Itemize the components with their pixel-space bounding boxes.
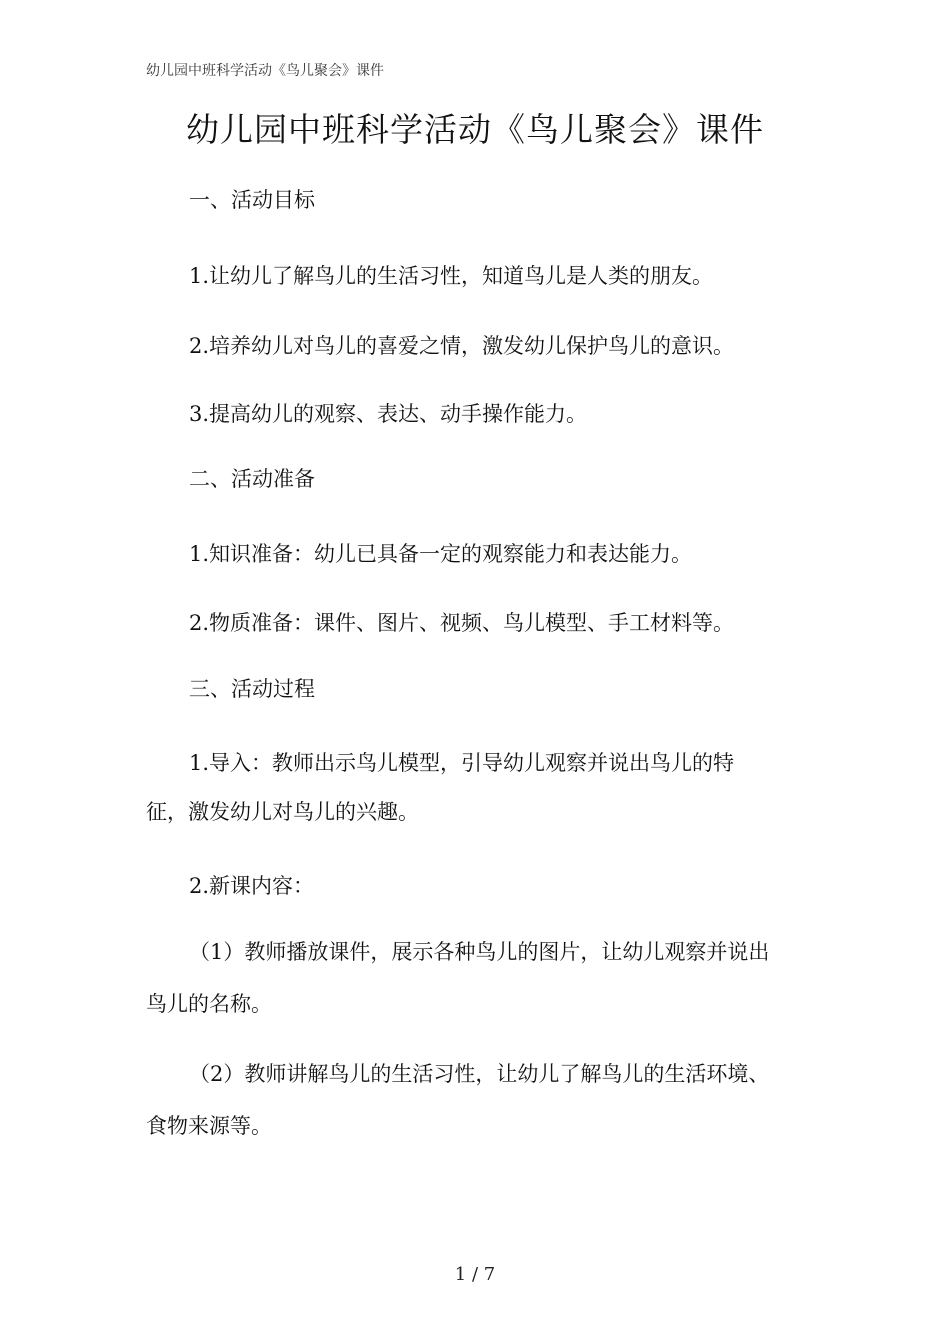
preparation-item: 2.物质准备：课件、图片、视频、鸟儿模型、手工材料等。 [189, 611, 735, 635]
process-paragraph-line: 2.新课内容： [189, 874, 315, 898]
document-title: 幼儿园中班科学活动《鸟儿聚会》课件 [186, 110, 764, 149]
goal-item: 1.让幼儿了解鸟儿的生活习性，知道鸟儿是人类的朋友。 [189, 264, 714, 288]
page-number: 1 / 7 [454, 1264, 496, 1285]
goal-item: 3.提高幼儿的观察、表达、动手操作能力。 [189, 402, 588, 426]
process-paragraph-line: （2）教师讲解鸟儿的生活习性，让幼儿了解鸟儿的生活环境、 [189, 1062, 770, 1086]
preparation-item: 1.知识准备：幼儿已具备一定的观察能力和表达能力。 [189, 542, 693, 566]
process-paragraph-line: 鸟儿的名称。 [146, 992, 272, 1016]
goal-item: 2.培养幼儿对鸟儿的喜爱之情，激发幼儿保护鸟儿的意识。 [189, 334, 735, 358]
running-header: 幼儿园中班科学活动《鸟儿聚会》课件 [146, 63, 384, 79]
section-heading-process: 三、活动过程 [189, 677, 315, 701]
process-paragraph-line: 1.导入：教师出示鸟儿模型，引导幼儿观察并说出鸟儿的特 [189, 751, 735, 775]
process-paragraph-line: （1）教师播放课件，展示各种鸟儿的图片，让幼儿观察并说出 [189, 940, 770, 964]
section-heading-goals: 一、活动目标 [189, 188, 315, 212]
process-paragraph-line: 食物来源等。 [146, 1114, 272, 1138]
section-heading-preparation: 二、活动准备 [189, 467, 315, 491]
process-paragraph-line: 征，激发幼儿对鸟儿的兴趣。 [146, 800, 419, 824]
